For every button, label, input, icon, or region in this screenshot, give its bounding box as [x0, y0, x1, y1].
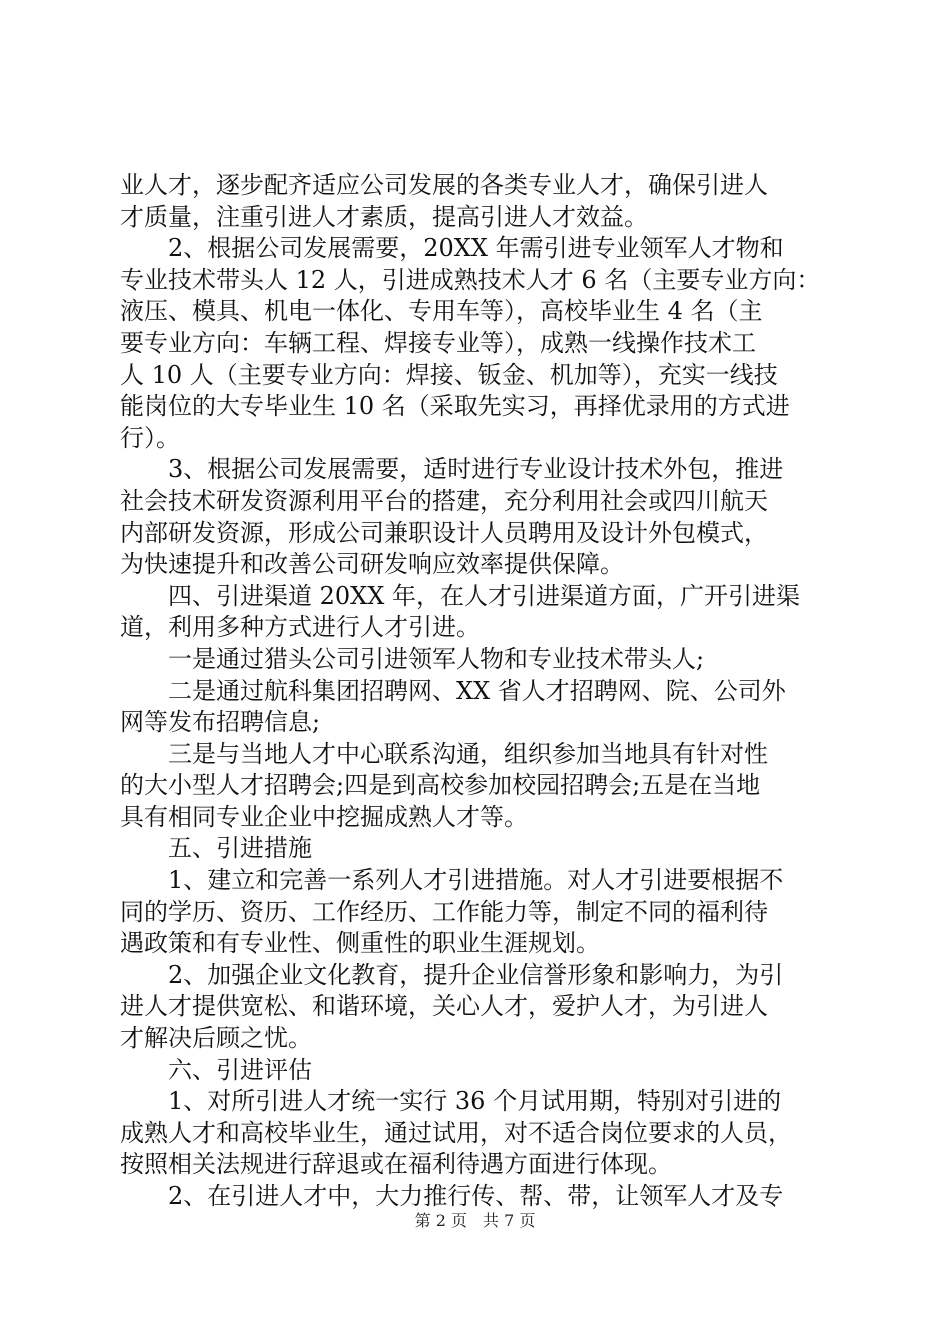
text-line: 能岗位的大专毕业生 10 名（采取先实习，再择优录用的方式进 — [120, 392, 790, 421]
document-body — [120, 170, 840, 1213]
text-line: 三是与当地人才中心联系沟通，组织参加当地具有针对性 — [120, 739, 768, 768]
text-line: 一是通过猎头公司引进领军人物和专业技术带头人; — [120, 644, 705, 673]
text-line: 业人才，逐步配齐适应公司发展的各类专业人才，确保引进人 — [120, 171, 768, 199]
text-line: 进人才提供宽松、和谐环境，关心人才，爱护人才，为引进人 — [120, 992, 768, 1021]
text-line: 3、根据公司发展需要，适时进行专业设计技术外包，推进 — [120, 455, 784, 484]
text-line: 1、建立和完善一系列人才引进措施。对人才引进要根据不 — [120, 866, 784, 895]
text-line: 2、在引进人才中，大力推行传、帮、带，让领军人才及专 — [120, 1182, 784, 1210]
text-line: 要专业方向：车辆工程、焊接专业等），成熟一线操作技术工 — [120, 328, 756, 357]
text-line: 同的学历、资历、工作经历、工作能力等，制定不同的福利待 — [120, 897, 768, 926]
text-line: 2、根据公司发展需要，20XX 年需引进专业领军人才物和 — [120, 234, 784, 263]
text-line: 才解决后顾之忧。 — [120, 1024, 312, 1053]
text-line: 二是通过航科集团招聘网、XX 省人才招聘网、院、公司外 — [120, 676, 786, 705]
text-line: 按照相关法规进行辞退或在福利待遇方面进行体现。 — [120, 1150, 672, 1179]
text-line: 人 10 人（主要专业方向：焊接、钣金、机加等），充实一线技 — [120, 360, 778, 389]
text-line: 液压、模具、机电一体化、专用车等），高校毕业生 4 名（主 — [120, 297, 763, 326]
text-line: 具有相同专业企业中挖掘成熟人才等。 — [120, 802, 528, 831]
text-line: 专业技术带头人 12 人，引进成熟技术人才 6 名（主要专业方向： — [120, 265, 821, 294]
text-line: 行）。 — [120, 423, 180, 452]
page-number-footer: 第 2 页 共 7 页 — [414, 1211, 536, 1230]
text-line: 为快速提升和改善公司研发响应效率提供保障。 — [120, 550, 624, 579]
text-line: 四、引进渠道 20XX 年，在人才引进渠道方面，广开引进渠 — [120, 581, 800, 610]
text-line: 社会技术研发资源利用平台的搭建，充分利用社会或四川航天 — [120, 486, 768, 515]
text-line: 2、加强企业文化教育，提升企业信誉形象和影响力，为引 — [120, 960, 784, 989]
text-line: 的大小型人才招聘会;四是到高校参加校园招聘会;五是在当地 — [120, 771, 761, 800]
text-line: 道，利用多种方式进行人才引进。 — [120, 613, 480, 642]
text-line: 才质量，注重引进人才素质，提高引进人才效益。 — [120, 202, 648, 231]
text-line: 五、引进措施 — [120, 834, 312, 863]
text-line: 成熟人才和高校毕业生，通过试用，对不适合岗位要求的人员， — [120, 1118, 792, 1147]
text-line: 六、引进评估 — [120, 1055, 312, 1084]
text-line: 遇政策和有专业性、侧重性的职业生涯规划。 — [120, 929, 600, 958]
text-line: 内部研发资源，形成公司兼职设计人员聘用及设计外包模式， — [120, 518, 768, 547]
text-line: 网等发布招聘信息; — [120, 708, 321, 737]
text-line: 1、对所引进人才统一实行 36 个月试用期，特别对引进的 — [120, 1087, 782, 1116]
